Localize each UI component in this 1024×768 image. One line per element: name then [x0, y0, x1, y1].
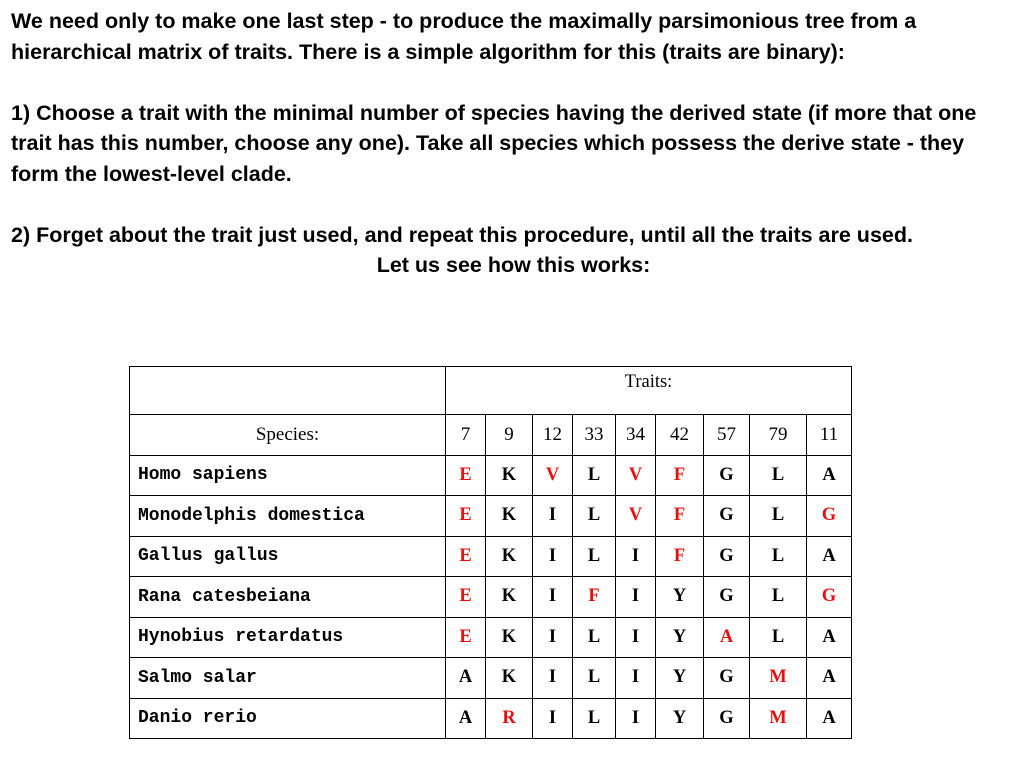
table-row: [130, 496, 852, 537]
trait-state-cell: G: [704, 496, 750, 537]
trait-state-cell: A: [807, 617, 852, 658]
table-row: [130, 617, 852, 658]
species-name: Salmo salar: [130, 658, 446, 699]
trait-number-header: 12: [533, 415, 573, 456]
trait-state-cell: K: [486, 658, 533, 699]
traits-header: Traits:: [446, 367, 852, 415]
trait-state-cell: G: [704, 536, 750, 577]
species-name: Hynobius retardatus: [130, 617, 446, 658]
trait-state-cell: K: [486, 617, 533, 658]
derived-state-cell: M: [750, 698, 807, 739]
derived-state-cell: E: [446, 496, 486, 537]
trait-state-cell: Y: [656, 698, 704, 739]
table-row: [130, 536, 852, 577]
trait-state-cell: L: [573, 617, 616, 658]
trait-state-cell: L: [750, 536, 807, 577]
derived-state-cell: A: [704, 617, 750, 658]
trait-state-cell: I: [616, 698, 656, 739]
trait-state-cell: Y: [656, 617, 704, 658]
trait-state-cell: A: [807, 536, 852, 577]
trait-state-cell: A: [807, 658, 852, 699]
trait-state-cell: I: [533, 658, 573, 699]
traits-matrix-table: [129, 366, 852, 739]
trait-state-cell: L: [573, 536, 616, 577]
instruction-text: [11, 6, 1016, 281]
trait-state-cell: G: [704, 577, 750, 618]
trait-state-cell: I: [533, 617, 573, 658]
species-name: Rana catesbeiana: [130, 577, 446, 618]
species-header: Species:: [130, 415, 446, 456]
trait-state-cell: K: [486, 577, 533, 618]
trait-state-cell: A: [807, 698, 852, 739]
trait-number-header: 34: [616, 415, 656, 456]
table-row: [130, 658, 852, 699]
trait-state-cell: I: [533, 698, 573, 739]
trait-state-cell: G: [704, 658, 750, 699]
derived-state-cell: R: [486, 698, 533, 739]
table-row: [130, 698, 852, 739]
corner-blank-cell: [130, 367, 446, 415]
trait-state-cell: L: [750, 455, 807, 496]
species-name: Homo sapiens: [130, 455, 446, 496]
trait-state-cell: K: [486, 496, 533, 537]
trait-state-cell: L: [750, 496, 807, 537]
derived-state-cell: V: [616, 455, 656, 496]
trait-number-header: 79: [750, 415, 807, 456]
trait-state-cell: L: [750, 617, 807, 658]
table-row: [130, 577, 852, 618]
trait-state-cell: L: [573, 455, 616, 496]
trait-number-header: 33: [573, 415, 616, 456]
derived-state-cell: F: [656, 536, 704, 577]
derived-state-cell: V: [533, 455, 573, 496]
table-row: [130, 455, 852, 496]
trait-number-header: 57: [704, 415, 750, 456]
trait-state-cell: Y: [656, 577, 704, 618]
species-name: Danio rerio: [130, 698, 446, 739]
trait-state-cell: G: [704, 455, 750, 496]
trait-number-header: 42: [656, 415, 704, 456]
trait-state-cell: I: [616, 577, 656, 618]
trait-state-cell: A: [807, 455, 852, 496]
trait-number-header: 7: [446, 415, 486, 456]
trait-number-header: 11: [807, 415, 852, 456]
derived-state-cell: V: [616, 496, 656, 537]
derived-state-cell: E: [446, 617, 486, 658]
trait-state-cell: I: [616, 658, 656, 699]
derived-state-cell: M: [750, 658, 807, 699]
step-two: 2) Forget about the trait just used, and repeat this procedure, until all the traits are used.: [11, 222, 913, 247]
trait-state-cell: Y: [656, 658, 704, 699]
trait-state-cell: I: [533, 577, 573, 618]
trait-state-cell: K: [486, 455, 533, 496]
derived-state-cell: E: [446, 455, 486, 496]
derived-state-cell: F: [656, 496, 704, 537]
intro-paragraph: We need only to make one last step - to produce the maximally parsimonious tree from a hierarchical matrix of traits. There is a simple algorithm for this (traits are binary):: [11, 9, 917, 64]
trait-state-cell: A: [446, 658, 486, 699]
trait-state-cell: A: [446, 698, 486, 739]
trait-number-header: 9: [486, 415, 533, 456]
trait-state-cell: G: [704, 698, 750, 739]
trait-state-cell: L: [573, 496, 616, 537]
trait-state-cell: K: [486, 536, 533, 577]
derived-state-cell: F: [656, 455, 704, 496]
trait-state-cell: I: [616, 617, 656, 658]
trait-state-cell: L: [573, 658, 616, 699]
trait-state-cell: I: [533, 496, 573, 537]
step-one: 1) Choose a trait with the minimal number of species having the derived state (if more that one trait has this number, choose any one). Take all species which possess the derive state - they form the lowest-level clade.: [11, 100, 977, 186]
derived-state-cell: F: [573, 577, 616, 618]
species-name: Gallus gallus: [130, 536, 446, 577]
derived-state-cell: E: [446, 577, 486, 618]
derived-state-cell: G: [807, 496, 852, 537]
derived-state-cell: G: [807, 577, 852, 618]
derived-state-cell: E: [446, 536, 486, 577]
trait-state-cell: L: [573, 698, 616, 739]
species-name: Monodelphis domestica: [130, 496, 446, 537]
trait-state-cell: L: [750, 577, 807, 618]
trait-state-cell: I: [616, 536, 656, 577]
trait-state-cell: I: [533, 536, 573, 577]
closing-line: Let us see how this works:: [376, 253, 651, 277]
